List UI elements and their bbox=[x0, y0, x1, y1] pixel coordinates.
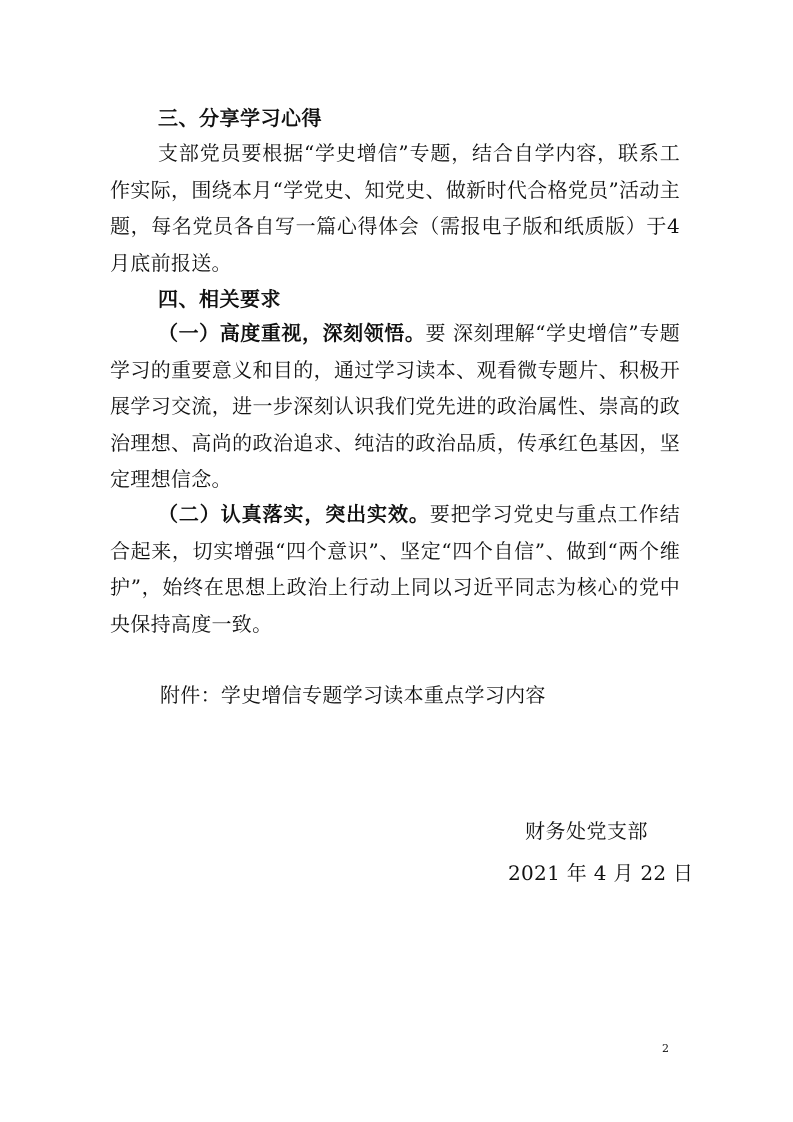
section-body-share: 支部党员要根据“学史增信”专题，结合自学内容，联系工作实际，围绕本月“学党史、知党史、做新时代合格党员”活动主题，每名党员各自写一篇心得体会（需报电子版和纸质版）于4月底前报送。 bbox=[110, 141, 680, 275]
page-number: 2 bbox=[662, 1042, 669, 1055]
signature-org: 财务处党支部 bbox=[525, 819, 648, 843]
requirement-text-2: 要把学习党史与重点工作结合起来，切实增强“四个意识”、坚定“四个自信”、做到“两个维护”，始终在思想上政治上行动上同以习近平同志为核心的党中央保持高度一致。 bbox=[110, 502, 680, 636]
section-heading-share: 三、分享学习心得 bbox=[158, 106, 322, 130]
requirement-lead-1: （一）高度重视，深刻领悟。 bbox=[158, 321, 426, 345]
requirement-text-1: 要 深刻理解“学史增信”专题学习的重要意义和目的，通过学习读本、观看微专题片、积极开展学习交流，进一步深刻认识我们党先进的政治属性、崇高的政治理想、高尚的政治追求、纯洁的政治品质，传承红色基因，坚定理想信念。 bbox=[110, 321, 680, 491]
requirement-item-1 bbox=[110, 315, 680, 498]
requirement-item-2 bbox=[110, 496, 680, 642]
section-heading-requirements: 四、相关要求 bbox=[158, 287, 281, 311]
attachment-note: 附件：学史增信专题学习读本重点学习内容 bbox=[160, 683, 546, 707]
signature-date: 2021 年 4 月 22 日 bbox=[508, 861, 694, 885]
requirement-lead-2: （二）认真落实，突出实效。 bbox=[158, 502, 430, 526]
